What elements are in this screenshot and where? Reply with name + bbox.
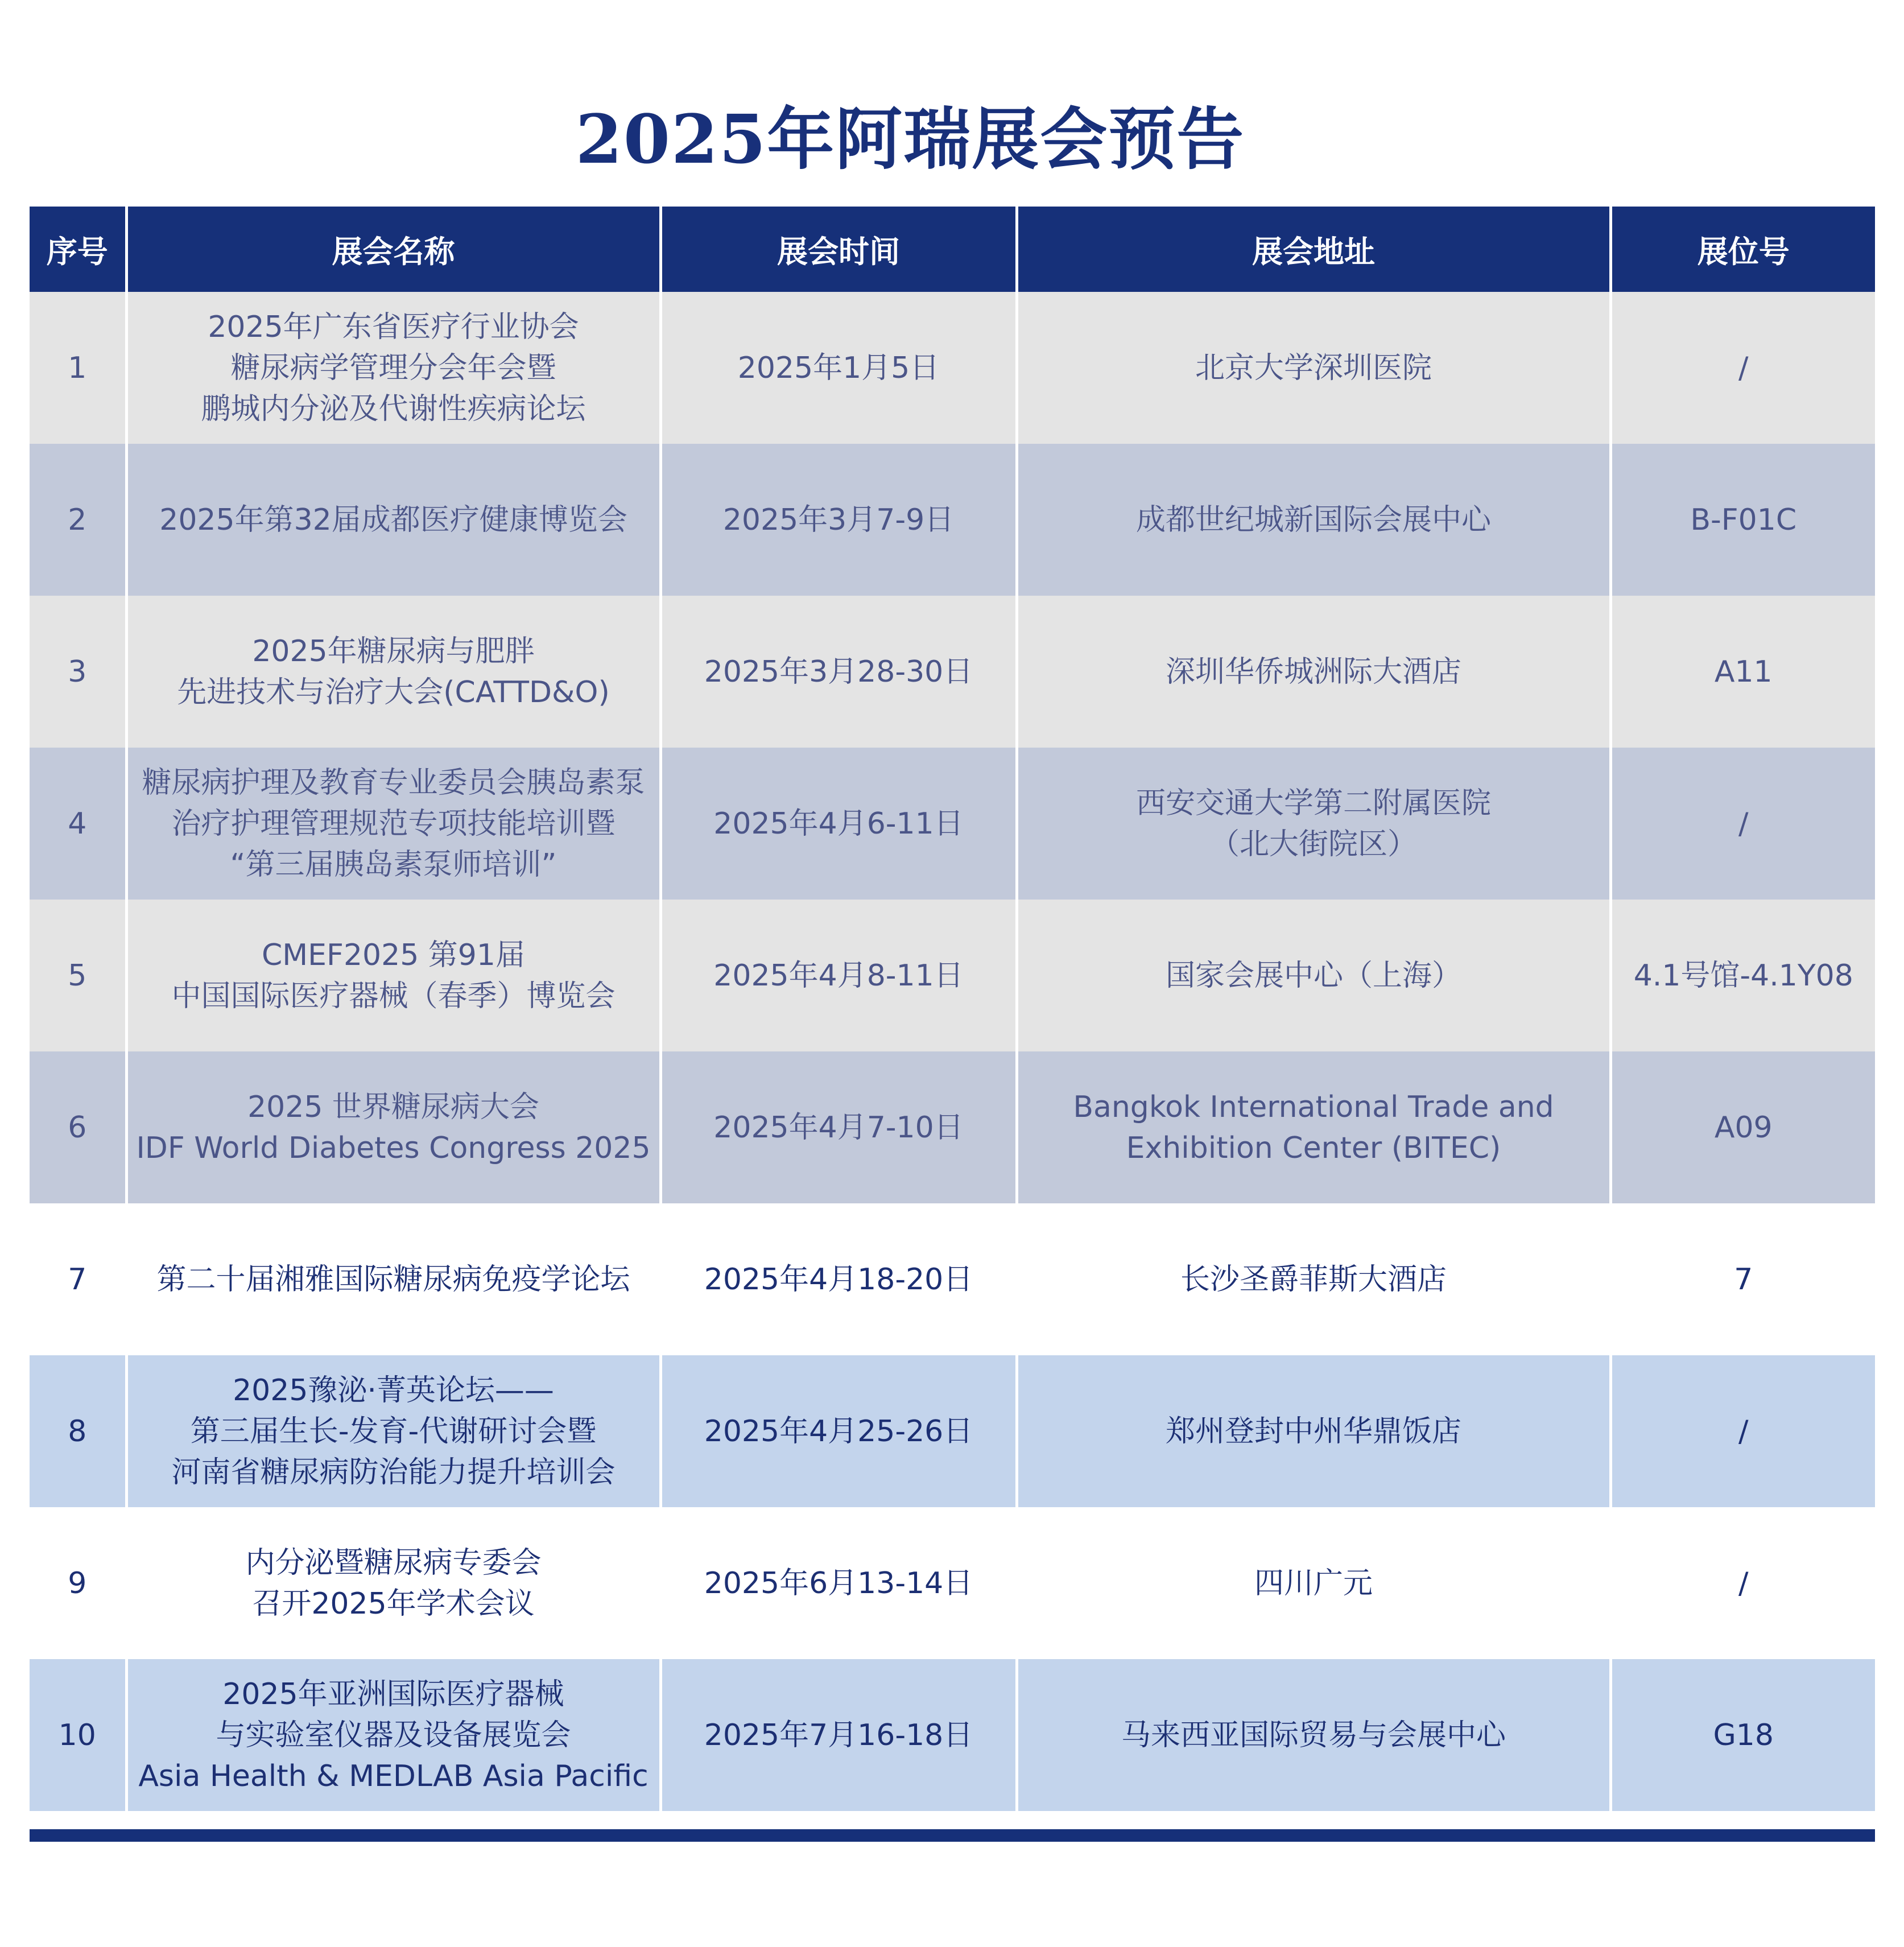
header-date: 展会时间 bbox=[660, 207, 1017, 292]
cell-booth: 4.1号馆-4.1Y08 bbox=[1610, 900, 1875, 1051]
name-line: 糖尿病学管理分会年会暨 bbox=[230, 350, 556, 385]
name-line: “第三届胰岛素泵师培训” bbox=[230, 847, 557, 882]
table-row bbox=[30, 1203, 1875, 1355]
cell-name bbox=[126, 444, 660, 596]
cell-booth: / bbox=[1610, 292, 1875, 444]
cell-booth: / bbox=[1610, 1355, 1875, 1507]
cell-index: 8 bbox=[30, 1355, 126, 1507]
address-line: 西安交通大学第二附属医院 bbox=[1135, 786, 1491, 820]
address-line: 成都世纪城新国际会展中心 bbox=[1135, 502, 1491, 537]
cell-name bbox=[126, 292, 660, 444]
cell-booth: / bbox=[1610, 748, 1875, 900]
cell-date: 2025年4月18-20日 bbox=[660, 1203, 1017, 1355]
table-row bbox=[30, 900, 1875, 1051]
cell-date: 2025年3月28-30日 bbox=[660, 596, 1017, 748]
cell-booth: 7 bbox=[1610, 1203, 1875, 1355]
address-line: 四川广元 bbox=[1254, 1566, 1373, 1600]
cell-booth: / bbox=[1610, 1507, 1875, 1659]
cell-date: 2025年4月7-10日 bbox=[660, 1051, 1017, 1203]
name-line: 2025豫泌·菁英论坛—— bbox=[233, 1373, 554, 1408]
exhibition-table bbox=[30, 207, 1875, 1811]
cell-index: 1 bbox=[30, 292, 126, 444]
table-row bbox=[30, 1051, 1875, 1203]
name-line: 2025年糖尿病与肥胖 bbox=[252, 634, 535, 669]
name-line: 第三届生长-发育-代谢研讨会暨 bbox=[190, 1414, 597, 1449]
table-row bbox=[30, 1659, 1875, 1811]
cell-date: 2025年4月8-11日 bbox=[660, 900, 1017, 1051]
cell-date: 2025年1月5日 bbox=[660, 292, 1017, 444]
cell-index: 10 bbox=[30, 1659, 126, 1811]
cell-date: 2025年4月25-26日 bbox=[660, 1355, 1017, 1507]
name-line: CMEF2025 第91届 bbox=[262, 938, 525, 972]
cell-booth: A11 bbox=[1610, 596, 1875, 748]
address-line: Exhibition Center (BITEC) bbox=[1126, 1131, 1501, 1165]
name-line: 鹏城内分泌及代谢性疾病论坛 bbox=[201, 391, 586, 426]
table-row bbox=[30, 1355, 1875, 1507]
cell-index: 9 bbox=[30, 1507, 126, 1659]
table-row bbox=[30, 1507, 1875, 1659]
name-line: 河南省糖尿病防治能力提升培训会 bbox=[171, 1455, 616, 1490]
cell-address bbox=[1017, 748, 1610, 900]
cell-address bbox=[1017, 1051, 1610, 1203]
cell-booth: G18 bbox=[1610, 1659, 1875, 1811]
name-line: 糖尿病护理及教育专业委员会胰岛素泵 bbox=[142, 765, 645, 800]
cell-index: 5 bbox=[30, 900, 126, 1051]
header-booth: 展位号 bbox=[1610, 207, 1875, 292]
cell-address bbox=[1017, 1507, 1610, 1659]
address-line: 郑州登封中州华鼎饭店 bbox=[1165, 1414, 1461, 1449]
name-line: Asia Health & MEDLAB Asia Pacific bbox=[138, 1759, 649, 1793]
header-name: 展会名称 bbox=[126, 207, 660, 292]
header-address: 展会地址 bbox=[1017, 207, 1610, 292]
cell-index: 3 bbox=[30, 596, 126, 748]
cell-name bbox=[126, 1203, 660, 1355]
name-line: 2025年第32届成都医疗健康博览会 bbox=[159, 502, 627, 537]
cell-name bbox=[126, 748, 660, 900]
cell-name bbox=[126, 1355, 660, 1507]
cell-name bbox=[126, 1051, 660, 1203]
name-line: 治疗护理管理规范专项技能培训暨 bbox=[171, 806, 616, 841]
table-bottom-border bbox=[30, 1829, 1875, 1842]
name-line: 与实验室仪器及设备展览会 bbox=[216, 1718, 571, 1752]
address-line: Bangkok International Trade and bbox=[1073, 1090, 1554, 1124]
table-row bbox=[30, 596, 1875, 748]
table-row bbox=[30, 748, 1875, 900]
name-line: 中国国际医疗器械（春季）博览会 bbox=[171, 979, 616, 1013]
table-header-row bbox=[30, 207, 1875, 292]
name-line: IDF World Diabetes Congress 2025 bbox=[136, 1131, 651, 1165]
header-index: 序号 bbox=[30, 207, 126, 292]
cell-name bbox=[126, 1507, 660, 1659]
cell-address bbox=[1017, 900, 1610, 1051]
name-line: 内分泌暨糖尿病专委会 bbox=[245, 1545, 542, 1580]
name-line: 2025 世界糖尿病大会 bbox=[247, 1090, 539, 1124]
address-line: 深圳华侨城洲际大酒店 bbox=[1165, 654, 1461, 689]
address-line: （北大街院区） bbox=[1209, 827, 1417, 861]
cell-date: 2025年3月7-9日 bbox=[660, 444, 1017, 596]
name-line: 召开2025年学术会议 bbox=[252, 1586, 535, 1621]
page-title: 2025年阿瑞展会预告 bbox=[575, 100, 1245, 179]
cell-index: 4 bbox=[30, 748, 126, 900]
name-line: 2025年亚洲国际医疗器械 bbox=[222, 1677, 564, 1711]
table-row bbox=[30, 444, 1875, 596]
name-line: 先进技术与治疗大会(CATTD&O) bbox=[177, 675, 610, 710]
cell-date: 2025年7月16-18日 bbox=[660, 1659, 1017, 1811]
cell-address bbox=[1017, 596, 1610, 748]
cell-index: 7 bbox=[30, 1203, 126, 1355]
cell-name bbox=[126, 1659, 660, 1811]
cell-index: 6 bbox=[30, 1051, 126, 1203]
address-line: 北京大学深圳医院 bbox=[1195, 350, 1432, 385]
address-line: 国家会展中心（上海） bbox=[1165, 958, 1461, 993]
cell-booth: A09 bbox=[1610, 1051, 1875, 1203]
cell-booth: B-F01C bbox=[1610, 444, 1875, 596]
cell-address bbox=[1017, 292, 1610, 444]
address-line: 马来西亚国际贸易与会展中心 bbox=[1121, 1718, 1506, 1752]
cell-date: 2025年6月13-14日 bbox=[660, 1507, 1017, 1659]
cell-address bbox=[1017, 444, 1610, 596]
cell-name bbox=[126, 900, 660, 1051]
cell-date: 2025年4月6-11日 bbox=[660, 748, 1017, 900]
cell-name bbox=[126, 596, 660, 748]
name-line: 第二十届湘雅国际糖尿病免疫学论坛 bbox=[156, 1262, 630, 1297]
cell-index: 2 bbox=[30, 444, 126, 596]
cell-address bbox=[1017, 1203, 1610, 1355]
cell-address bbox=[1017, 1355, 1610, 1507]
table-row bbox=[30, 292, 1875, 444]
name-line: 2025年广东省医疗行业协会 bbox=[208, 310, 579, 344]
address-line: 长沙圣爵菲斯大酒店 bbox=[1180, 1262, 1447, 1297]
cell-address bbox=[1017, 1659, 1610, 1811]
